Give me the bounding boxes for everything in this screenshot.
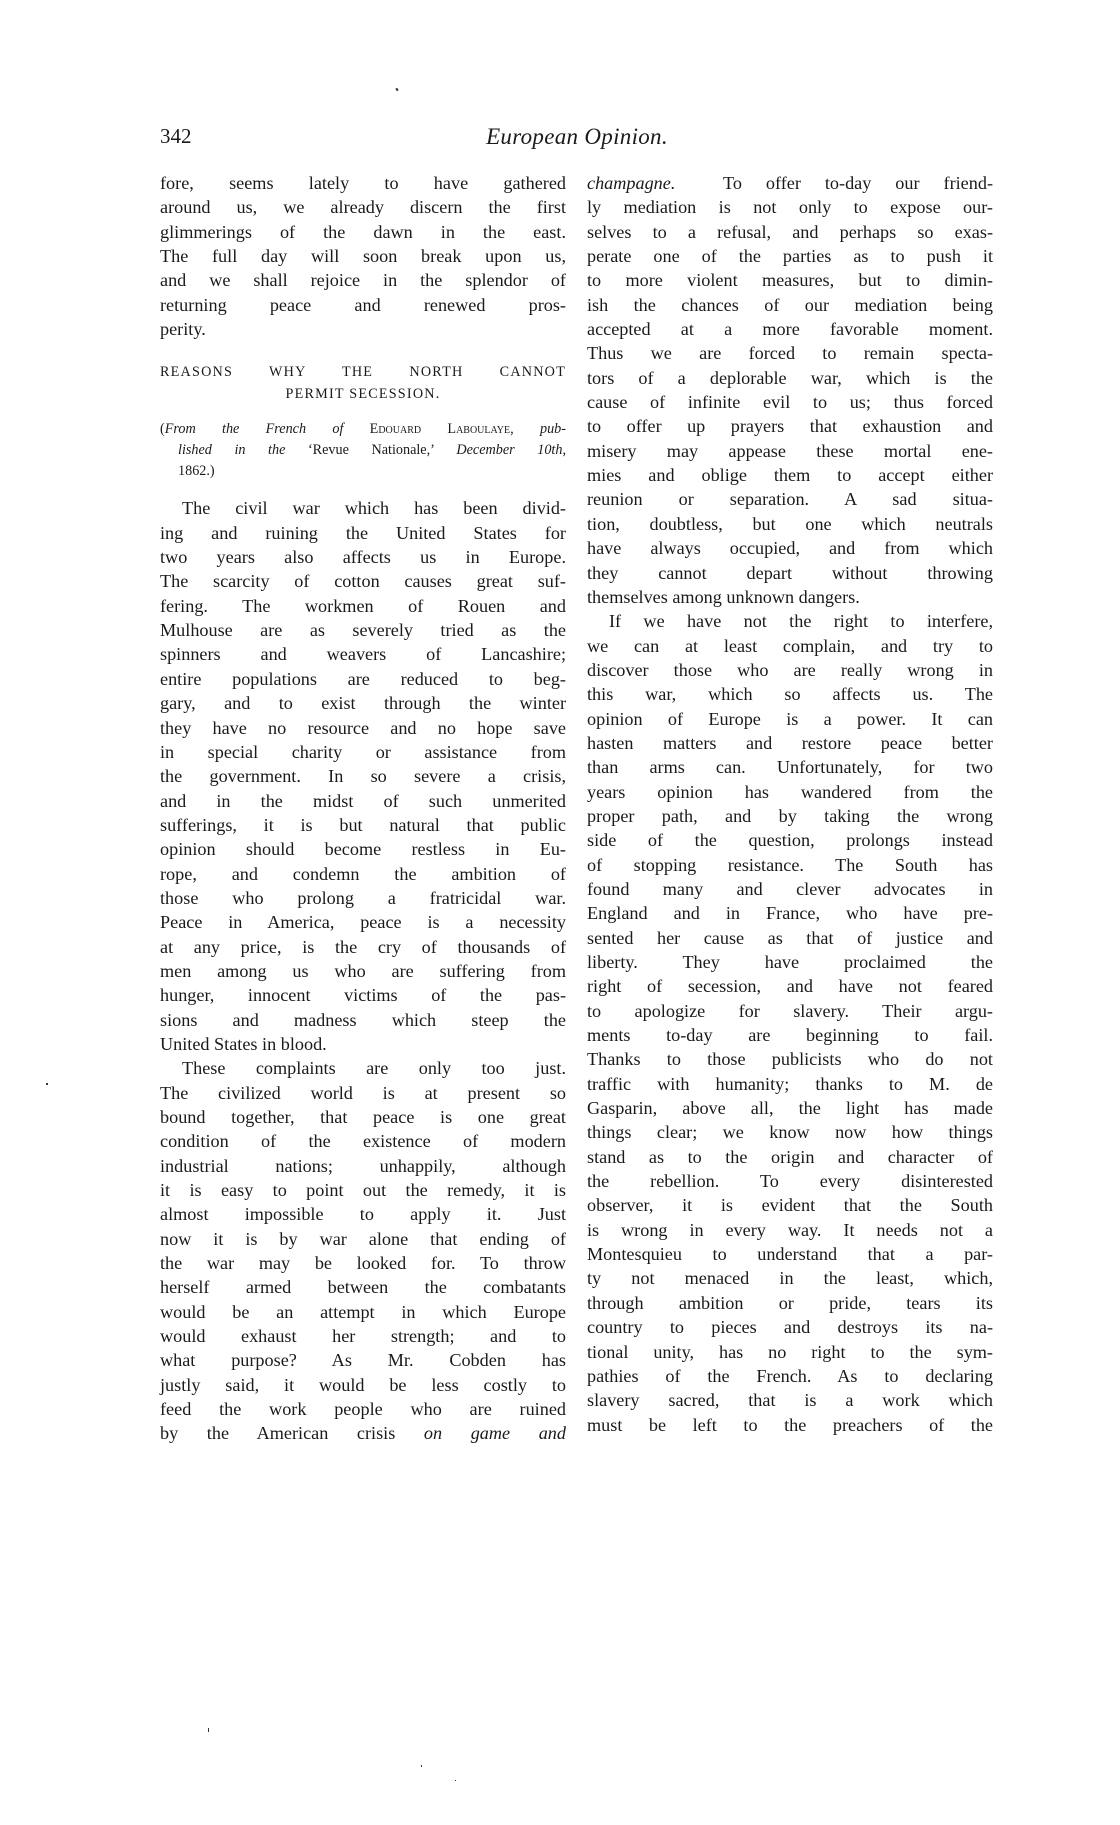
text-line: the government. In so severe a crisis,	[160, 766, 566, 787]
text-line: ments to-day are beginning to fail.	[587, 1025, 993, 1046]
left-column	[160, 171, 566, 1446]
text-line: gary, and to exist through the winter	[160, 693, 566, 714]
text-line: England and in France, who have pre-	[587, 903, 993, 924]
text-line: Thanks to those publicists who do not	[587, 1049, 993, 1070]
text-line: in special charity or assistance from	[160, 741, 566, 762]
text-line: discover those who are really wrong in	[587, 659, 993, 680]
text-line: ish the chances of our mediation being	[587, 294, 993, 315]
scan-speck	[395, 88, 398, 92]
text-line: country to pieces and destroys its na-	[587, 1317, 993, 1338]
scan-speck	[421, 1765, 422, 1767]
scan-speck	[455, 1780, 456, 1781]
text-line: years opinion has wandered from the	[587, 781, 993, 802]
text-line: Montesquieu to understand that a par-	[587, 1244, 993, 1265]
text-line: The civilized world is at present so	[160, 1082, 566, 1103]
text-line: proper path, and by taking the wrong	[587, 805, 993, 826]
text-line: observer, it is evident that the South	[587, 1195, 993, 1216]
text-roman: To offer to-day our friend-	[723, 173, 993, 193]
text-line: through ambition or pride, tears its	[587, 1292, 993, 1313]
source-journal: ‘Revue Nationale,’	[307, 442, 434, 459]
text-line: must be left to the preachers of the	[587, 1414, 993, 1435]
heading-line: REASONS WHY THE NORTH CANNOT	[160, 364, 566, 381]
text-line: perate one of the parties as to push it	[587, 246, 993, 267]
text-line: sented her cause as that of justice and	[587, 927, 993, 948]
continuation-paragraph	[160, 171, 566, 341]
text-line: glimmerings of the dawn in the east.	[160, 221, 566, 242]
text-line: opinion of Europe is a power. It can	[587, 708, 993, 729]
text-line: fore, seems lately to have gathered	[160, 173, 566, 193]
text-line: and in the midst of such unmerited	[160, 790, 566, 811]
text-italic: champagne.	[587, 173, 676, 193]
text-line: of stopping resistance. The South has	[587, 854, 993, 875]
text-line: condition of the existence of modern	[160, 1131, 566, 1152]
text-line: two years also affects us in Europe.	[160, 547, 566, 568]
text-line: Gasparin, above all, the light has made	[587, 1098, 993, 1119]
text-line: men among us who are suffering from	[160, 960, 566, 981]
text-line: what purpose? As Mr. Cobden has	[160, 1350, 566, 1371]
text-line: almost impossible to apply it. Just	[160, 1204, 566, 1225]
text-line: feed the work people who are ruined	[160, 1399, 566, 1420]
text-line: entire populations are reduced to beg-	[160, 668, 566, 689]
text-line: traffic with humanity; thanks to M. de	[587, 1073, 993, 1094]
text-line: we can at least complain, and try to	[587, 635, 993, 656]
text-line: sions and madness which steep the	[160, 1009, 566, 1030]
text-line: The scarcity of cotton causes great suf-	[160, 571, 566, 592]
text-line: have always occupied, and from which	[587, 538, 993, 559]
text-line: returning peace and renewed pros-	[160, 294, 566, 315]
text-roman: by the American crisis	[160, 1423, 396, 1444]
text-line: pathies of the French. As to declaring	[587, 1365, 993, 1386]
text-line: opinion should become restless in Eu-	[160, 839, 566, 860]
text-line: selves to a refusal, and perhaps so exas-	[587, 221, 993, 242]
text-line: industrial nations; unhappily, although	[160, 1155, 566, 1176]
article-heading	[160, 361, 566, 405]
right-column	[587, 171, 993, 1437]
text-line: right of secession, and have not feared	[587, 976, 993, 997]
running-head	[160, 124, 994, 154]
text-line: slavery sacred, that is a work which	[587, 1390, 993, 1411]
scan-speck	[208, 1728, 209, 1732]
text-italic: on game and	[423, 1423, 566, 1444]
text-line: United States in blood.	[160, 1033, 327, 1054]
text-line: justly said, it would be less costly to	[160, 1374, 566, 1395]
text-line: would be an attempt in which Europe	[160, 1301, 566, 1322]
text-line: These complaints are only too just.	[182, 1058, 566, 1079]
paragraph	[587, 609, 993, 1437]
text-line: ing and ruining the United States for	[160, 522, 566, 543]
text-line: If we have not the right to interfere,	[609, 611, 993, 632]
page-number: 342	[160, 124, 192, 148]
text-line: rope, and condemn the ambition of	[160, 863, 566, 884]
paragraph	[160, 496, 566, 1056]
text-line: to more violent measures, but to dimin-	[587, 270, 993, 291]
text-line: reunion or separation. A sad situa-	[587, 489, 993, 510]
text-line: than arms can. Unfortunately, for two	[587, 757, 993, 778]
text-line: Peace in America, peace is a necessity	[160, 912, 566, 933]
text-line: tional unity, has no right to the sym-	[587, 1341, 993, 1362]
text-line: mies and oblige them to accept either	[587, 465, 993, 486]
source-date: December 10th,	[456, 442, 567, 459]
text-line: The full day will soon break upon us,	[160, 246, 566, 267]
text-line: at any price, is the cry of thousands of	[160, 936, 566, 957]
text-line: they cannot depart without throwing	[587, 562, 993, 583]
text-line: the war may be looked for. To throw	[160, 1253, 566, 1274]
text-line	[587, 171, 993, 195]
text-line	[160, 1421, 566, 1445]
text-line: it is easy to point out the remedy, it is	[160, 1180, 566, 1201]
text-line: ty not menaced in the least, which,	[587, 1268, 993, 1289]
text-line: Mulhouse are as severely tried as the	[160, 620, 566, 641]
paragraph	[587, 171, 993, 609]
text-line: hasten matters and restore peace better	[587, 732, 993, 753]
text-line: sufferings, it is but natural that public	[160, 814, 566, 835]
source-line	[160, 440, 566, 461]
text-line: found many and clever advocates in	[587, 878, 993, 899]
source-line: 1862.)	[178, 463, 215, 480]
text-line: to apologize for slavery. Their argu-	[587, 1000, 993, 1021]
text-line: herself armed between the combatants	[160, 1277, 566, 1298]
text-line: those who prolong a fratricidal war.	[160, 887, 566, 908]
text-line: around us, we already discern the first	[160, 197, 566, 218]
text-line: they have no resource and no hope save	[160, 717, 566, 738]
text-line: bound together, that peace is one great	[160, 1107, 566, 1127]
source-pub: , pub-	[510, 421, 566, 438]
text-line: would exhaust her strength; and to	[160, 1326, 566, 1347]
text-line: the rebellion. To every disinterested	[587, 1171, 993, 1192]
text-line: The civil war which has been divid-	[182, 498, 566, 519]
running-title: European Opinion.	[486, 124, 668, 149]
text-line: now it is by war alone that ending of	[160, 1228, 566, 1249]
paren: (	[160, 421, 165, 438]
source-note	[160, 419, 566, 482]
text-line: spinners and weavers of Lancashire;	[160, 644, 566, 665]
source-from: From the French of	[164, 421, 344, 438]
heading-line: PERMIT SECESSION.	[285, 386, 441, 403]
text-line: and we shall rejoice in the splendor of	[160, 270, 566, 291]
text-line: stand as to the origin and character of	[587, 1146, 993, 1167]
paragraph	[160, 1056, 566, 1446]
source-lished: lished in the	[178, 442, 286, 459]
text-line: tion, doubtless, but one which neutrals	[587, 513, 993, 534]
text-line: Thus we are forced to remain specta-	[587, 343, 993, 364]
text-line: fering. The workmen of Rouen and	[160, 595, 566, 616]
scan-speck	[46, 1083, 48, 1085]
text-line: cause of infinite evil to us; thus forced	[587, 392, 993, 413]
text-line: misery may appease these mortal ene-	[587, 440, 993, 461]
text-line: things clear; we know now how things	[587, 1122, 993, 1143]
text-line: is wrong in every way. It needs not a	[587, 1219, 993, 1240]
text-line: hunger, innocent victims of the pas-	[160, 985, 566, 1006]
text-line: themselves among unknown dangers.	[587, 586, 860, 607]
text-line: to offer up prayers that exhaustion and	[587, 416, 993, 437]
text-line: this war, which so affects us. The	[587, 684, 993, 705]
text-line: ly mediation is not only to expose our-	[587, 197, 993, 218]
text-line: perity.	[160, 319, 206, 340]
text-line: accepted at a more favorable moment.	[587, 319, 993, 340]
text-line: tors of a deplorable war, which is the	[587, 367, 993, 388]
source-author: Edouard Laboulaye	[369, 421, 511, 438]
source-line	[160, 419, 566, 440]
text-line: side of the question, prolongs instead	[587, 830, 993, 851]
text-line: liberty. They have proclaimed the	[587, 952, 993, 972]
